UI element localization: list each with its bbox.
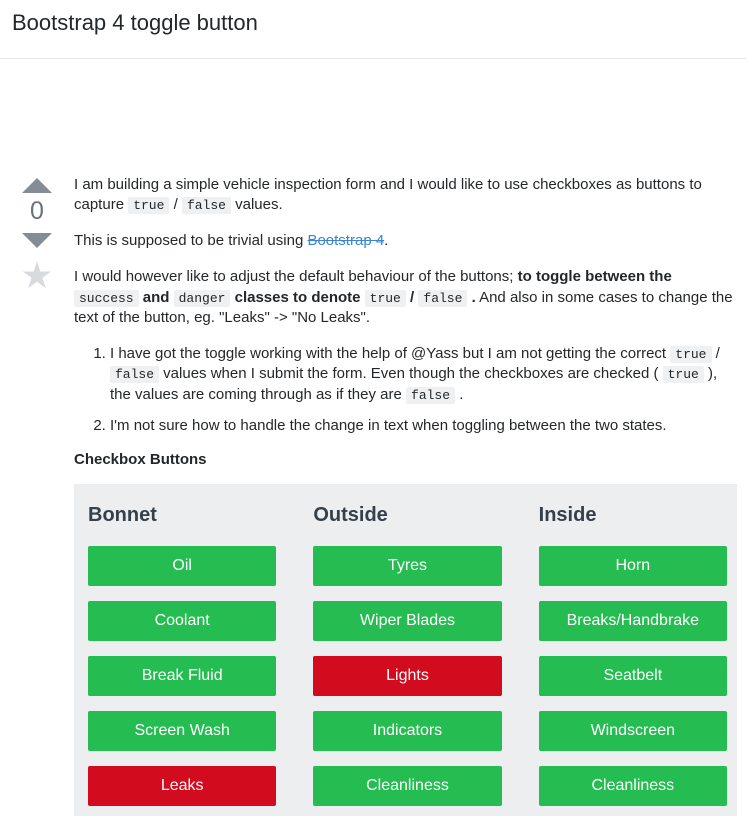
checkbox-button-horn[interactable]: Horn: [539, 546, 727, 586]
checkbox-button-indicators[interactable]: Indicators: [313, 711, 501, 751]
checkbox-button-leaks[interactable]: Leaks: [88, 766, 276, 806]
favorite-star-icon[interactable]: ★: [20, 255, 54, 297]
paragraph-trivial: This is supposed to be trivial using Bootstrap 4.: [74, 232, 389, 250]
vote-count: 0: [30, 196, 44, 225]
column-header-bonnet: Bonnet: [88, 504, 157, 527]
column-header-outside: Outside: [313, 504, 388, 527]
checkbox-button-windscreen[interactable]: Windscreen: [539, 711, 727, 751]
column-outside: [313, 496, 501, 806]
page-title: Bootstrap 4 toggle button: [12, 10, 258, 35]
paragraph-behaviour: I would however like to adjust the default behaviour of the buttons; to toggle between the success and danger classes to denote true / false . And also in some cases to change the text of the button, eg. "Leaks" -> "No Leaks".: [74, 268, 733, 326]
checkbox-button-break-fluid[interactable]: Break Fluid: [88, 656, 276, 696]
paragraph-intro: I am building a simple vehicle inspection form and I would like to use checkboxes as buttons to capture true / false values.: [74, 175, 702, 213]
checkbox-buttons-panel: [74, 484, 737, 816]
page-header: [0, 0, 746, 38]
checkbox-button-cleanliness-outside[interactable]: Cleanliness: [313, 766, 501, 806]
downvote-arrow-icon[interactable]: [22, 233, 52, 248]
question-area: [0, 175, 746, 816]
issues-list: [74, 344, 735, 436]
checkbox-button-lights[interactable]: Lights: [313, 656, 501, 696]
checkbox-button-wiper-blades[interactable]: Wiper Blades: [313, 601, 501, 641]
checkbox-button-breaks-handbrake[interactable]: Breaks/Handbrake: [539, 601, 727, 641]
column-inside: [539, 496, 727, 806]
title-divider: [0, 58, 746, 59]
checkbox-button-cleanliness-inside[interactable]: Cleanliness: [539, 766, 727, 806]
checkbox-buttons-heading: Checkbox Buttons: [74, 451, 207, 469]
vote-controls: [18, 175, 56, 295]
checkbox-button-tyres[interactable]: Tyres: [313, 546, 501, 586]
checkbox-button-oil[interactable]: Oil: [88, 546, 276, 586]
column-bonnet: [88, 496, 276, 806]
upvote-arrow-icon[interactable]: [22, 178, 52, 193]
column-header-inside: Inside: [538, 504, 597, 527]
checkbox-button-coolant[interactable]: Coolant: [88, 601, 276, 641]
checkbox-button-screen-wash[interactable]: Screen Wash: [88, 711, 276, 751]
issue-item-1: 1. I have got the toggle working with the help of @Yass but I am not getting the correct true / false values when I submit the form. Even though the checkboxes are checked ( true ), the values are coming through as if they are false .: [110, 344, 735, 405]
issue-item-2: 2. I'm not sure how to handle the change in text when toggling between the two states.: [110, 416, 735, 436]
checkbox-button-seatbelt[interactable]: Seatbelt: [539, 656, 727, 696]
question-body: [74, 175, 735, 816]
